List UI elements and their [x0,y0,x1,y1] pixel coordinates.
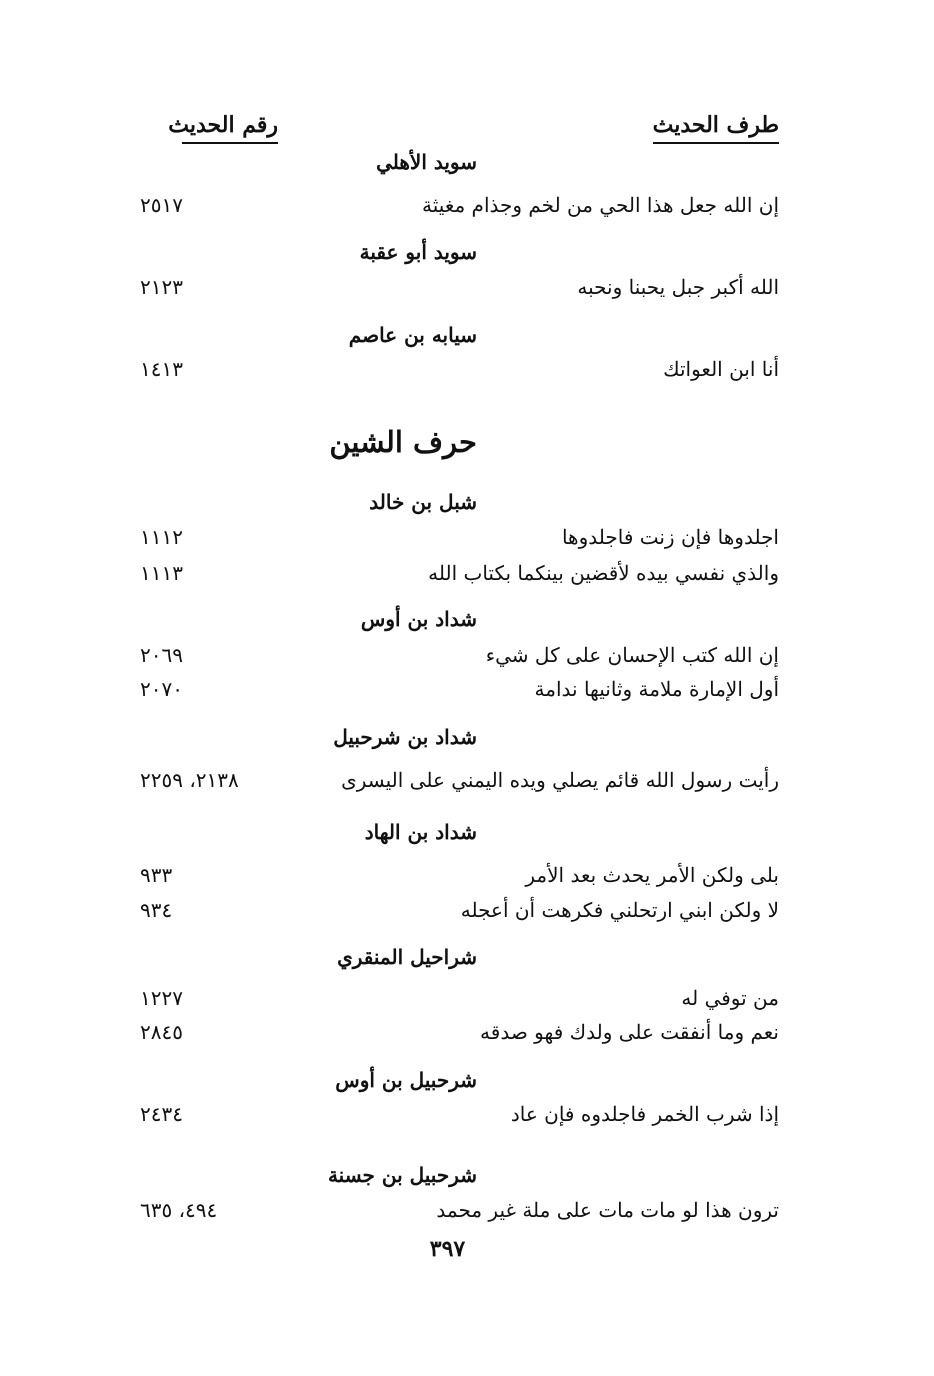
hadith-number: ٢١٢٣ [140,275,183,299]
hadith-text: الله أكبر جبل يحبنا ونحبه [577,275,779,299]
hadith-number: ١٤١٣ [140,357,183,381]
hadith-number: ٢٠٦٩ [140,643,183,667]
narrator-heading: سيابه بن عاصم [348,323,477,347]
hadith-text: إن الله كتب الإحسان على كل شيء [485,643,779,667]
hadith-number: ٩٣٣ [140,863,173,887]
hadith-text: اجلدوها فإن زنت فاجلدوها [561,525,779,549]
column-header-number: رقم الحديث [182,112,278,144]
hadith-number: ٢١٣٨، ٢٢٥٩ [140,768,239,792]
hadith-text: بلى ولكن الأمر يحدث بعد الأمر [525,863,779,887]
hadith-number: ٤٩٤، ٦٣٥ [140,1198,218,1222]
hadith-text: أول الإمارة ملامة وثانيها ندامة [534,677,779,701]
hadith-text: من توفي له [681,986,779,1010]
section-title: حرف الشين [329,425,477,459]
hadith-number: ٢٥١٧ [140,193,183,217]
page-number: ٣٩٧ [429,1236,466,1262]
hadith-text: نعم وما أنفقت على ولدك فهو صدقه [480,1020,779,1044]
hadith-text: لا ولكن ابني ارتحلني فكرهت أن أعجله [460,898,779,922]
hadith-text: إذا شرب الخمر فاجلدوه فإن عاد [510,1102,779,1126]
column-header-hadith: طرف الحديث [653,112,779,144]
hadith-text: ترون هذا لو مات مات على ملة غير محمد [436,1198,779,1222]
hadith-text: والذي نفسي بيده لأقضين بينكما بكتاب الله [428,561,779,585]
hadith-number: ١١١٢ [140,525,183,549]
hadith-number: ١٢٢٧ [140,986,183,1010]
narrator-heading: شرحبيل بن جسنة [327,1163,477,1187]
hadith-text: إن الله جعل هذا الحي من لخم وجذام مغيثة [422,193,779,217]
hadith-number: ٢٤٣٤ [140,1102,183,1126]
narrator-heading: شداد بن شرحبيل [333,725,477,749]
hadith-number: ٢٠٧٠ [140,677,183,701]
narrator-heading: سويد الأهلي [376,150,477,174]
narrator-heading: شرحبيل بن أوس [335,1068,477,1092]
hadith-text: رأيت رسول الله قائم يصلي ويده اليمني على اليسرى [341,768,779,792]
hadith-number: ١١١٣ [140,561,183,585]
narrator-heading: شداد بن أوس [360,607,477,631]
narrator-heading: سويد أبو عقبة [359,240,477,264]
hadith-text: أنا ابن العواتك [663,357,779,381]
hadith-number: ٢٨٤٥ [140,1020,183,1044]
narrator-heading: شداد بن الهاد [364,820,477,844]
hadith-number: ٩٣٤ [140,898,173,922]
narrator-heading: شبل بن خالد [369,490,477,514]
narrator-heading: شراحيل المنقري [337,945,477,969]
